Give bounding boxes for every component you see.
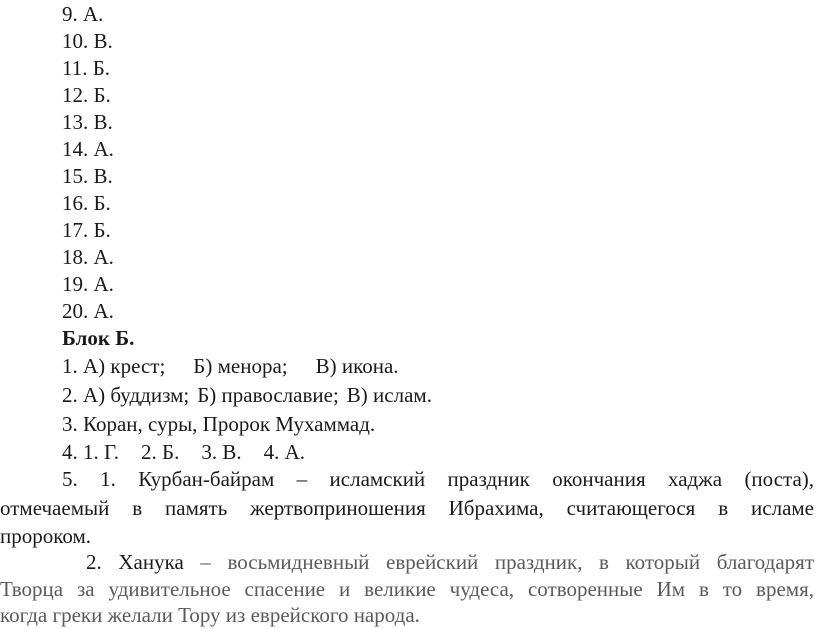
block-b-q1 (62, 352, 399, 380)
answer-item: 13. В. (62, 110, 113, 134)
answer-item: 20. А. (62, 299, 114, 323)
q5-p2-prefix: 2. (86, 550, 102, 574)
answer-item: 9. А. (62, 2, 104, 26)
q5-p2-line-1 (86, 548, 814, 576)
q1-option-b: Б) менора; (193, 354, 288, 378)
q4-answer-1: 1. Г. (83, 440, 120, 464)
q5-p2-line-3: когда греки желали Тору из еврейского народа. (0, 603, 420, 627)
q1-option-a: А) крест; (83, 354, 166, 378)
q5-line-1-rest: – исламский праздник окончания хаджа (поста), (296, 467, 815, 491)
q5-term-kurban-bayram: Курбан-байрам (138, 467, 275, 491)
block-b-title: Блок Б. (62, 326, 135, 350)
q5-line-3: пророком. (0, 524, 92, 548)
answer-item: 19. А. (62, 272, 114, 296)
q5-line-1 (62, 465, 814, 493)
answer-item: 17. Б. (62, 218, 111, 242)
q5-line-2: отмечаемый в память жертвоприношения Ибрахима, считающегося в исламе (0, 496, 814, 520)
answer-item: 18. А. (62, 245, 114, 269)
q5-term-khanuka: Ханука (118, 550, 184, 574)
answer-item: 12. Б. (62, 83, 111, 107)
answer-item: 15. В. (62, 164, 113, 188)
q5-prefix: 5. 1. (62, 467, 116, 491)
q2-number: 2. (62, 383, 78, 407)
q5-p2-line-2: Творца за удивительное спасение и великие чудеса, сотворенные Им в то время, (0, 577, 814, 601)
q4-answer-2: 2. Б. (141, 440, 180, 464)
q1-option-c: В) икона. (315, 354, 399, 378)
q2-option-c: В) ислам. (346, 383, 432, 407)
q4-answer-4: 4. А. (263, 440, 306, 464)
block-b-q4 (62, 438, 305, 466)
answer-item: 10. В. (62, 29, 113, 53)
q2-option-a: А) буддизм; (83, 383, 190, 407)
answer-item: 11. Б. (62, 56, 111, 80)
block-b-q3: 3. Коран, суры, Пророк Мухаммад. (62, 412, 376, 436)
q4-answer-3: 3. В. (201, 440, 242, 464)
answer-item: 14. А. (62, 137, 114, 161)
answer-item: 16. Б. (62, 191, 111, 215)
block-b-q2 (62, 381, 432, 409)
q5-p2-line-1-rest: – восьмидневный еврейский праздник, в который благодарят (200, 550, 815, 574)
q4-number: 4. (62, 440, 78, 464)
q1-number: 1. (62, 354, 78, 378)
q2-option-b: Б) православие; (197, 383, 339, 407)
